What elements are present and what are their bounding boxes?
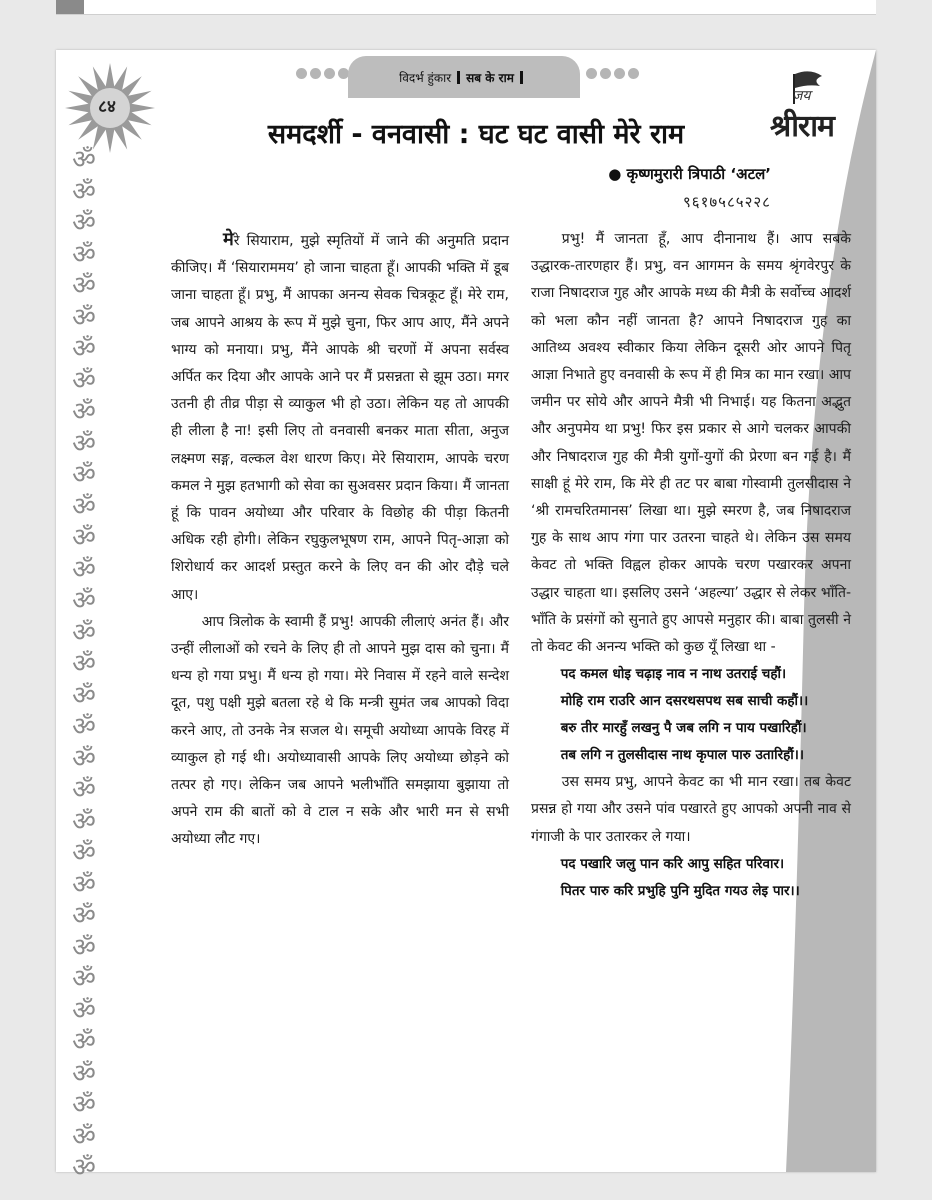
verse-line: पितर पारु करि प्रभुहि पुनि मुदित गयउ लेइ पार।।: [560, 882, 800, 899]
verse-line: मोहि राम राउरि आन दसरथसपथ सब साची कहौं।।: [560, 693, 809, 710]
header-separator: [457, 71, 460, 84]
article-title: समदर्शी - वनवासी : घट घट वासी मेरे राम: [267, 119, 685, 150]
magazine-page: [56, 50, 876, 1183]
drop-cap: मे: [223, 229, 234, 250]
verse-line: तब लगि न तुलसीदास नाथ कृपाल पारु उतारिहौं।।: [560, 747, 805, 764]
verse-line: पद कमल धोइ चढ़ाइ नाव न नाथ उतराई चहौं।: [560, 666, 787, 683]
logo-top-text: जय: [792, 88, 811, 104]
section-name: सब के राम: [466, 70, 514, 85]
paragraph: प्रभु! मैं जानता हूँ, आप दीनानाथ हैं। आप सबके उद्धारक-तारणहार हैं। प्रभु, वन आगमन के समय श्रृंगवेरपुर के राजा निषादराज गुह और आपके मध्य की मैत्री के सर्वोच्च आदर्श को भला कौन नहीं जानता है? आपने निषादराज गुह का आतिथ्य अवश्य स्वीकार किया लेकिन दूसरी ओर आपने पितृ आज्ञा निभाते हुए वनवासी के रूप में ही मित्र का मान रखा। आप जमीन पर सोये और आपने मैत्री भी निभाई। यह कितना अद्भुत और अनुपमेय था प्रभु! फिर इस प्रकार से आगे चलकर आपकी और निषादराज गुह की मैत्री युगों-युगों की प्रेरणा बन गई है। मैं साक्षी हूं मेरे राम, कि मेरे ही तट पर बाबा गोस्वामी तुलसीदास ने ‘श्री रामचरितमानस’ लिखा था। मुझे स्मरण है, जब निषादराज गुह के साथ आप गंगा पार उतरना चाहते थे। लेकिन उस समय केवट तो भक्ति विह्वल होकर आपके चरण पखारकर अपना उद्धार चाहता था। इसलिए उसने ‘अहल्या’ उद्धार से लेकर भाँति-भाँति के प्रसंगों को सुनाते हुए आपसे मनुहार की। बाबा तुलसी ने तो केवट की अनन्य भक्ति को कुछ यूँ लिखा था -: [531, 231, 851, 656]
paragraph-text: रे सियाराम, मुझे स्मृतियों में जाने की अनुमति प्रदान कीजिए। मैं ‘सियाराममय’ हो जाना चाहता हूँ। आपकी भक्ति में डूब जाना चाहता हूँ। प्रभु, मैं आपका अनन्य सेवक चित्रकूट हूँ। मेरे राम, जब आपने आश्रय के रूप में मुझे चुना, फिर आप आए, मैंने अपने भाग्य को मनाया। प्रभु, मैंने आपके श्री चरणों में अपना सर्वस्व अर्पित कर दिया और आपके आने पर मैं प्रसन्नता से झूम उठा। मगर उतनी ही तीव्र पीड़ा से व्याकुल भी हो उठा। लेकिन यह तो आपकी ही लीला है ना! इसी लिए तो वनवासी बनकर माता सीता, अनुज लक्ष्मण सङ्ग, वल्कल वेश धारण किए। मेरे सियाराम, आपके चरण कमल ने मुझ हतभागी को सेवा का सुअवसर प्रदान किया। मैं जानता हूं कि पावन अयोध्या और परिवार के विछोह की पीड़ा कितनी अधिक रही होगी। लेकिन रघुकुलभूषण राम, आपने पितृ-आज्ञा को शिरोधार्य कर आदर्श प्रस्तुत करने के लिए वन की ओर दौड़े चले आए।: [171, 233, 509, 603]
column-right: [531, 226, 851, 905]
author-byline: ● कृष्णमुरारी त्रिपाठी ‘अटल’: [608, 165, 771, 183]
header-tab: [348, 56, 580, 98]
paragraph: [171, 226, 509, 609]
om-border: ॐ ॐ ॐ ॐ ॐ ॐ ॐ ॐ ॐ ॐ ॐ ॐ ॐ ॐ ॐ ॐ ॐ ॐ ॐ ॐ ॐ ॐ ॐ ॐ ॐ ॐ ॐ ॐ ॐ ॐ ॐ ॐ ॐ: [72, 145, 96, 1183]
verse-line: बरु तीर मारहुँ लखनु पै जब लगि न पाय पखारिहौं।: [560, 720, 807, 737]
paragraph: आप त्रिलोक के स्वामी हैं प्रभु! आपकी लीलाएं अनंत हैं। और उन्हीं लीलाओं को रचने के लिए ही तो आपने मुझ दास को चुना। मैं धन्य हो गया प्रभु। मैं धन्य हो गया। मेरे निवास में रहने वाले सन्देश दूत, पशु पक्षी मुझे बतला रहे थे कि मन्त्री सुमंत जब आपको विदा करने आए, तो उनके नेत्र सजल थे। समूची अयोध्या आपके विरह में व्याकुल हो गई थी। अयोध्यावासी आपके लिए अयोध्या छोड़ने को तत्पर हो गए। लेकिन जब आपने भलीभाँति समझाया बुझाया तो अपने राम की बातों को वे टाल न सके और भारी मन से सभी अयोध्या लौट गए।: [171, 613, 509, 848]
magazine-name: विदर्भ हुंकार: [399, 70, 452, 85]
column-left: [171, 226, 509, 854]
paragraph: उस समय प्रभु, आपने केवट का भी मान रखा। तब केवट प्रसन्न हो गया और उसने पांव पखारते हुए आपको अपनी नाव से गंगाजी के पार उतारकर ले गया।: [531, 774, 851, 845]
header-dots-left: [296, 68, 349, 79]
logo-main-text: श्रीराम: [770, 109, 834, 144]
header-dots-right: [586, 68, 639, 79]
verse-line: पद पखारि जलु पान करि आपु सहित परिवार।: [560, 855, 785, 872]
author-phone: ९६१७५८५२२८: [682, 193, 771, 211]
previous-page-edge: [56, 0, 876, 15]
page-number: ८४: [98, 97, 116, 117]
header-separator: [520, 71, 523, 84]
